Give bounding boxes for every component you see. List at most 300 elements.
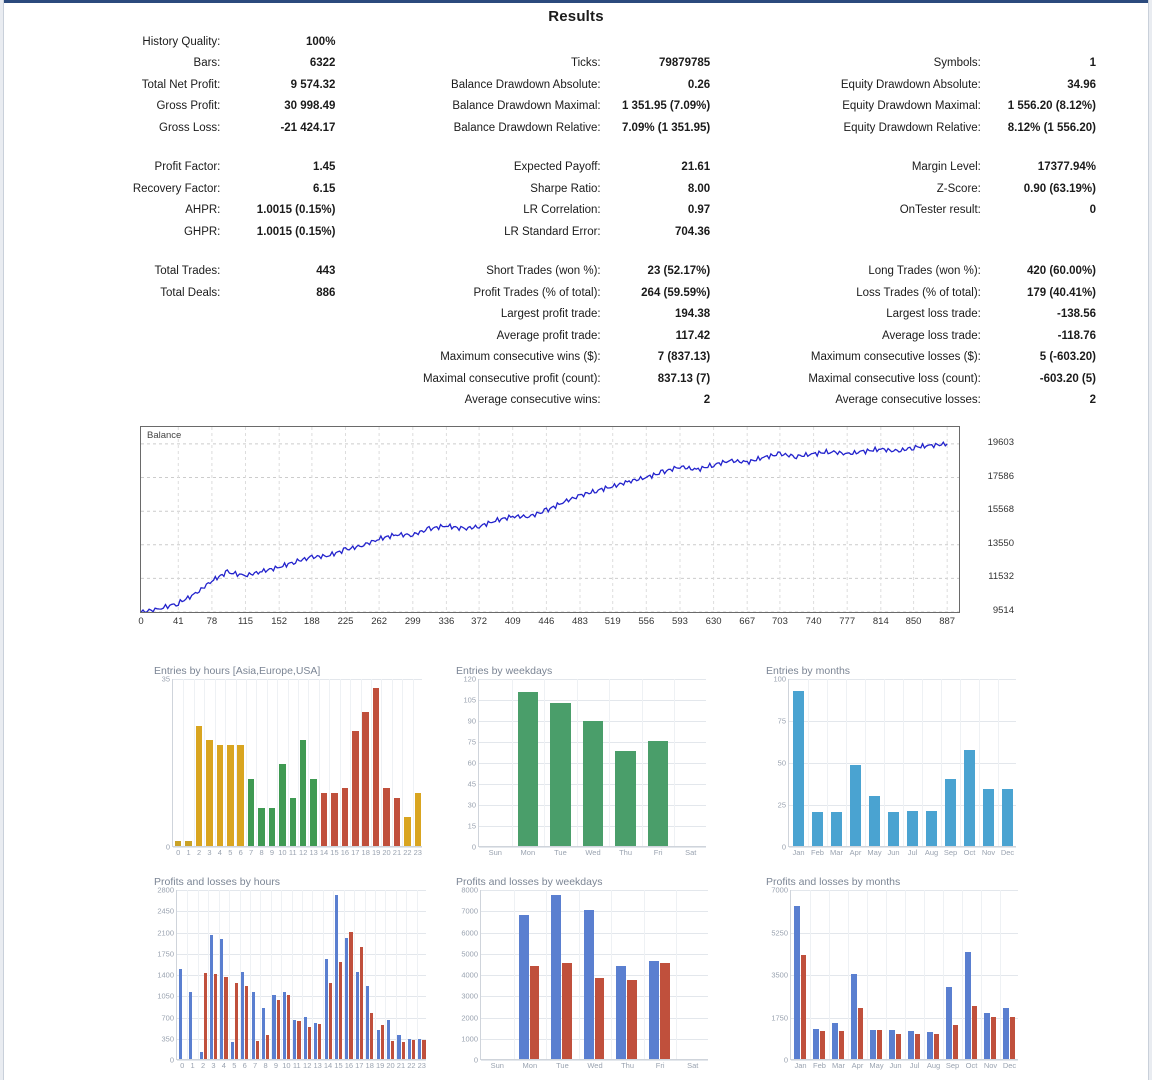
x-tick-label: Sat [687, 1061, 699, 1070]
bar [248, 779, 254, 846]
stat-value: 1 556.20 (8.12%) [1007, 100, 1096, 113]
balance-x-tick: 446 [538, 616, 555, 627]
bar [926, 811, 938, 846]
y-tick-label: 0 [473, 1055, 478, 1065]
stats-row [56, 282, 1096, 304]
bar [984, 1013, 990, 1059]
stats-row [56, 117, 1096, 139]
bar [391, 1041, 394, 1059]
y-tick-label: 1000 [461, 1034, 478, 1044]
bar [237, 745, 243, 846]
bar [945, 779, 957, 846]
bar [877, 1030, 883, 1059]
chart-title: Profits and losses by hours [154, 876, 281, 888]
bar [179, 969, 182, 1059]
balance-chart [138, 426, 1014, 627]
x-tick-label: Mon [522, 1061, 538, 1070]
bar [964, 750, 976, 846]
gridline-horizontal [481, 890, 708, 891]
chart-title: Profits and losses by months [766, 876, 901, 888]
stats-row [56, 221, 1096, 243]
bar [224, 977, 227, 1059]
x-tick-label: Sat [685, 848, 697, 857]
balance-line-svg [141, 427, 959, 612]
bar [794, 906, 800, 1059]
stat-label: Long Trades (won %): [868, 265, 981, 278]
gridline-vertical [277, 679, 278, 846]
stat-label: Gross Loss: [159, 121, 221, 134]
stat-label [56, 347, 220, 369]
x-tick-label: Mar [832, 1061, 845, 1070]
stat-value: 6.15 [313, 182, 336, 195]
x-tick-label: Jun [887, 848, 900, 857]
gridline-vertical [642, 679, 643, 846]
balance-x-tick: 336 [438, 616, 455, 627]
x-tick-label: Thu [619, 848, 633, 857]
bar [227, 745, 233, 846]
x-tick-label: 10 [282, 1061, 291, 1070]
x-tick-label: 11 [288, 848, 297, 857]
stat-label: Balance Drawdown Maximal: [452, 100, 601, 113]
stat-label [56, 325, 220, 347]
bar [850, 765, 862, 846]
y-tick-label: 0 [169, 1055, 174, 1065]
x-tick-label: 11 [292, 1061, 301, 1070]
gridline-vertical [924, 890, 925, 1059]
y-tick-label: 7000 [771, 885, 788, 895]
balance-y-tick: 9514 [992, 605, 1014, 616]
bar [915, 1034, 921, 1060]
x-tick-label: Fri [655, 1061, 665, 1070]
stats-row [56, 261, 1096, 283]
bar [983, 789, 995, 846]
balance-chart-legend: Balance [147, 430, 182, 441]
bar [402, 1042, 405, 1059]
x-tick-label: 21 [396, 1061, 406, 1070]
stat-value: 420 (60.00%) [1026, 265, 1096, 278]
stat-value: 23 (52.17%) [647, 265, 711, 278]
stat-value: 179 (40.41%) [1026, 286, 1096, 299]
balance-x-tick: 887 [939, 616, 956, 627]
y-tick-label: 2000 [461, 1013, 478, 1022]
y-tick-label: 6000 [461, 928, 478, 937]
stat-label: Maximum consecutive losses ($): [810, 351, 981, 364]
gridline-vertical [962, 890, 963, 1059]
y-tick-label: 105 [463, 695, 476, 705]
x-tick-label: Nov [983, 1061, 998, 1070]
bar [200, 1052, 203, 1059]
stat-value: 1.45 [313, 161, 336, 174]
balance-y-tick: 19603 [987, 436, 1014, 448]
bar [196, 726, 202, 846]
bar [335, 895, 338, 1059]
y-tick-label: 7000 [461, 906, 478, 916]
gridline-vertical [225, 679, 226, 846]
stats-column-spacer [335, 139, 370, 157]
x-tick-label: 12 [299, 848, 308, 857]
x-tick-label: 22 [403, 848, 412, 857]
bar [851, 974, 857, 1059]
bar [550, 703, 570, 846]
x-tick-label: 7 [249, 848, 254, 857]
x-tick-label: 10 [278, 848, 287, 857]
balance-y-axis-labels [968, 426, 1014, 626]
y-tick-label: 5250 [771, 928, 788, 937]
y-tick-label: 50 [777, 758, 786, 768]
x-tick-label: Nov [981, 848, 996, 857]
gridline-vertical [361, 679, 362, 846]
stat-value: 194.38 [675, 308, 711, 321]
stat-label: Maximal consecutive profit (count): [422, 372, 601, 385]
x-tick-label: Mar [830, 848, 843, 857]
gridline-vertical [381, 679, 382, 846]
bar [953, 1025, 959, 1059]
bar [813, 1029, 819, 1059]
stat-value [220, 325, 335, 347]
bar [310, 779, 316, 846]
x-tick-label: 3 [211, 1061, 216, 1070]
stat-value [220, 304, 335, 326]
stats-column-spacer [335, 347, 370, 369]
balance-x-tick: 850 [905, 616, 922, 627]
stat-label [745, 31, 981, 53]
bar [889, 1030, 895, 1059]
gridline-vertical [236, 679, 237, 846]
gridline-vertical [827, 679, 828, 846]
stats-column-spacer [335, 200, 370, 222]
stat-value: 1 351.95 (7.09%) [621, 100, 711, 113]
bar [314, 1023, 317, 1059]
stat-label: Maximum consecutive wins ($): [440, 351, 601, 364]
gridline-vertical [183, 679, 184, 846]
balance-x-tick: 188 [303, 616, 320, 627]
statistics-table [56, 31, 1096, 411]
gridline-vertical [611, 890, 612, 1059]
gridline-vertical [308, 679, 309, 846]
gridline-vertical [808, 679, 809, 846]
gridline-vertical [960, 679, 961, 846]
gridline-vertical [998, 679, 999, 846]
stat-value: 100% [306, 35, 336, 48]
bar [342, 788, 348, 846]
bar [325, 959, 328, 1059]
x-tick-label: 16 [344, 1061, 354, 1070]
bar [387, 1020, 390, 1059]
balance-x-tick: 299 [404, 616, 421, 627]
x-tick-label: Sep [943, 848, 958, 857]
stat-value [981, 243, 1096, 261]
stat-value: -118.76 [1057, 329, 1096, 342]
stat-value: 0.97 [687, 204, 711, 217]
bar [262, 1008, 265, 1059]
x-tick-label: 13 [309, 848, 318, 857]
stat-value: 837.13 (7) [657, 372, 711, 385]
stat-label: LR Correlation: [523, 204, 601, 217]
stat-value: 264 (59.59%) [641, 286, 711, 299]
gridline-vertical [512, 679, 513, 846]
chart-title: Entries by weekdays [456, 665, 553, 677]
stat-value: 21.61 [681, 161, 711, 174]
stat-value: 2 [703, 394, 711, 407]
balance-x-tick: 115 [237, 616, 254, 627]
balance-x-tick: 777 [839, 616, 856, 627]
x-tick-label: May [869, 1061, 884, 1070]
stat-label: Expected Payoff: [513, 161, 601, 174]
x-tick-label: Tue [556, 1061, 569, 1070]
x-tick-label: 0 [176, 848, 181, 857]
statistics-section [0, 31, 1152, 411]
x-tick-label: 9 [273, 1061, 279, 1070]
chart-plot-area [157, 885, 426, 1070]
stats-column-spacer [335, 74, 370, 96]
x-tick-label: Wed [585, 848, 601, 857]
x-tick-label: Dec [1002, 1061, 1017, 1070]
bar [584, 910, 594, 1059]
y-tick-label: 75 [777, 716, 786, 726]
bar [831, 812, 843, 846]
x-tick-label: 23 [413, 848, 422, 857]
bar [530, 966, 540, 1060]
x-tick-label: 12 [303, 1061, 312, 1070]
x-tick-label: Feb [813, 1061, 826, 1070]
bar [329, 983, 332, 1059]
stat-value: 9 574.32 [290, 78, 336, 91]
gridline-vertical [267, 679, 268, 846]
stat-label: Balance Drawdown Relative: [453, 121, 601, 134]
gridline-vertical [204, 679, 205, 846]
stat-value: 6322 [309, 57, 336, 70]
stat-value: -138.56 [1056, 308, 1096, 321]
x-tick-label: May [867, 848, 882, 857]
bar [412, 1040, 415, 1059]
x-tick-label: Jul [909, 1061, 920, 1070]
gridline-vertical [865, 679, 866, 846]
gridline-vertical [396, 890, 397, 1059]
stat-label [56, 304, 220, 326]
bar [231, 1042, 234, 1059]
stat-value: 2 [1089, 394, 1096, 407]
stat-label [56, 368, 220, 390]
bar [422, 1040, 425, 1059]
stat-label: Largest loss trade: [886, 308, 981, 321]
y-tick-label: 1050 [157, 991, 174, 1001]
stat-value [220, 368, 335, 390]
bar [349, 932, 352, 1060]
stat-value: 30 998.49 [284, 100, 336, 113]
stat-label: Balance Drawdown Absolute: [451, 78, 601, 91]
stat-label: Total Net Profit: [141, 78, 221, 91]
stat-label: Average loss trade: [882, 329, 981, 342]
stat-value [981, 31, 1096, 53]
stats-column-spacer [335, 325, 370, 347]
chart-plot-area [461, 885, 708, 1070]
stats-column-spacer [710, 53, 745, 75]
stat-value: 5 (-603.20) [1039, 351, 1096, 364]
y-tick-label: 15 [467, 821, 476, 831]
stat-value: 7 (837.13) [657, 351, 711, 364]
bar [360, 947, 363, 1059]
stat-label: OnTester result: [899, 204, 981, 217]
x-tick-label: 21 [392, 848, 402, 857]
bar [321, 793, 327, 846]
gridline-vertical [198, 890, 199, 1059]
gridline-vertical [644, 890, 645, 1059]
x-tick-label: 1 [186, 848, 191, 857]
bar [404, 817, 410, 846]
gridline-vertical [829, 890, 830, 1059]
stats-row [56, 200, 1096, 222]
stats-row [56, 96, 1096, 118]
bar [290, 798, 296, 846]
gridline-vertical [417, 890, 418, 1059]
stat-value: 443 [316, 265, 336, 278]
y-tick-label: 5000 [461, 949, 478, 959]
x-tick-label: 23 [417, 1061, 426, 1070]
stat-value: 8.12% (1 556.20) [1007, 121, 1096, 134]
y-tick-label: 0 [471, 842, 476, 852]
gridline-vertical [981, 890, 982, 1059]
stat-label: Sharpe Ratio: [530, 182, 601, 195]
bar [300, 740, 306, 846]
stats-column-spacer [710, 31, 745, 53]
stats-column-spacer [710, 368, 745, 390]
x-tick-label: Thu [621, 1061, 635, 1070]
bar [627, 980, 637, 1059]
gridline-vertical [922, 679, 923, 846]
chart-plot-area [463, 674, 706, 857]
stats-column-spacer [335, 368, 370, 390]
bar [362, 712, 368, 846]
stats-column-spacer [710, 304, 745, 326]
stats-column-spacer [710, 221, 745, 243]
gridline-vertical [350, 679, 351, 846]
bar [869, 796, 881, 846]
x-tick-label: 15 [330, 848, 339, 857]
gridline-vertical [319, 679, 320, 846]
stat-label [56, 390, 220, 412]
y-tick-label: 90 [467, 716, 476, 726]
stat-label: Equity Drawdown Maximal: [842, 100, 981, 113]
gridline-vertical [867, 890, 868, 1059]
stats-row [56, 347, 1096, 369]
top-accent-bar [0, 0, 1152, 3]
stats-column-spacer [710, 74, 745, 96]
stat-label: GHPR: [183, 225, 221, 238]
stat-label: Largest profit trade: [500, 308, 601, 321]
balance-x-tick: 593 [672, 616, 688, 627]
stat-label: LR Standard Error: [504, 225, 601, 238]
bar [272, 995, 275, 1059]
bar [1010, 1017, 1016, 1060]
bar [870, 1030, 876, 1059]
stat-label: AHPR: [185, 204, 221, 217]
gridline-vertical [979, 679, 980, 846]
bar [907, 811, 919, 846]
chart-title: Entries by months [766, 665, 851, 677]
stats-column-spacer [710, 347, 745, 369]
bar [235, 983, 238, 1059]
y-tick-label: 25 [777, 800, 786, 810]
y-tick-label: 3500 [771, 970, 788, 980]
bar [287, 995, 290, 1059]
stat-label: Bars: [193, 57, 221, 70]
stat-label: History Quality: [142, 35, 221, 48]
x-tick-label: 4 [217, 848, 222, 857]
stats-column-spacer [710, 139, 745, 157]
stats-row [56, 157, 1096, 179]
gridline-vertical [288, 679, 289, 846]
bar [356, 972, 359, 1059]
x-tick-label: Apr [851, 1061, 864, 1070]
bar [812, 812, 824, 846]
bar [1002, 789, 1014, 846]
y-tick-label: 700 [161, 1013, 174, 1022]
x-tick-label: Aug [926, 1061, 941, 1070]
stats-column-spacer [335, 157, 370, 179]
gridline-vertical [848, 890, 849, 1059]
stat-label: Profit Factor: [154, 161, 221, 174]
balance-x-tick: 814 [872, 616, 889, 627]
bar [241, 972, 244, 1059]
bar [888, 812, 900, 846]
x-tick-label: Feb [811, 848, 824, 857]
bar [649, 961, 659, 1059]
y-tick-label: 3000 [461, 991, 478, 1001]
balance-x-axis-labels [140, 616, 960, 630]
balance-x-tick: 262 [371, 616, 388, 627]
stats-column-spacer [710, 200, 745, 222]
balance-x-tick: 372 [471, 616, 488, 627]
x-tick-label: 2 [196, 848, 202, 857]
stat-label [56, 243, 220, 261]
stat-label [371, 139, 601, 157]
x-tick-label: 8 [259, 848, 264, 857]
balance-x-tick: 41 [172, 616, 184, 627]
gridline-vertical [246, 679, 247, 846]
stats-column-spacer [335, 96, 370, 118]
x-tick-label: 20 [382, 848, 391, 857]
x-tick-label: 0 [180, 1061, 185, 1070]
stats-column-spacer [335, 261, 370, 283]
stat-label: Recovery Factor: [132, 182, 221, 195]
stat-label [371, 243, 601, 261]
x-tick-label: 5 [228, 848, 233, 857]
stat-value: 17377.94% [1037, 161, 1096, 174]
stat-value: 79879785 [659, 57, 711, 70]
chart-profits-losses-by-months [762, 876, 1020, 1070]
stats-row [56, 178, 1096, 200]
chart-plot-area [161, 674, 422, 857]
x-tick-label: 4 [221, 1061, 226, 1070]
stats-row [56, 304, 1096, 326]
y-tick-label: 2100 [157, 928, 174, 937]
stat-label: Margin Level: [911, 161, 981, 174]
gridline-vertical [884, 679, 885, 846]
bar [206, 740, 212, 846]
x-tick-label: 6 [238, 848, 243, 857]
stat-value: 117.42 [675, 329, 711, 342]
stat-label: Ticks: [571, 57, 601, 70]
x-tick-label: Jan [794, 1061, 807, 1070]
x-tick-label: 22 [407, 1061, 416, 1070]
stats-column-spacer [335, 31, 370, 53]
gridline-vertical [546, 890, 547, 1059]
stats-column-spacer [710, 325, 745, 347]
bar [277, 1000, 280, 1060]
stats-column-spacer [710, 243, 745, 261]
balance-x-tick: 409 [504, 616, 521, 627]
stat-value: 0 [1089, 204, 1096, 217]
